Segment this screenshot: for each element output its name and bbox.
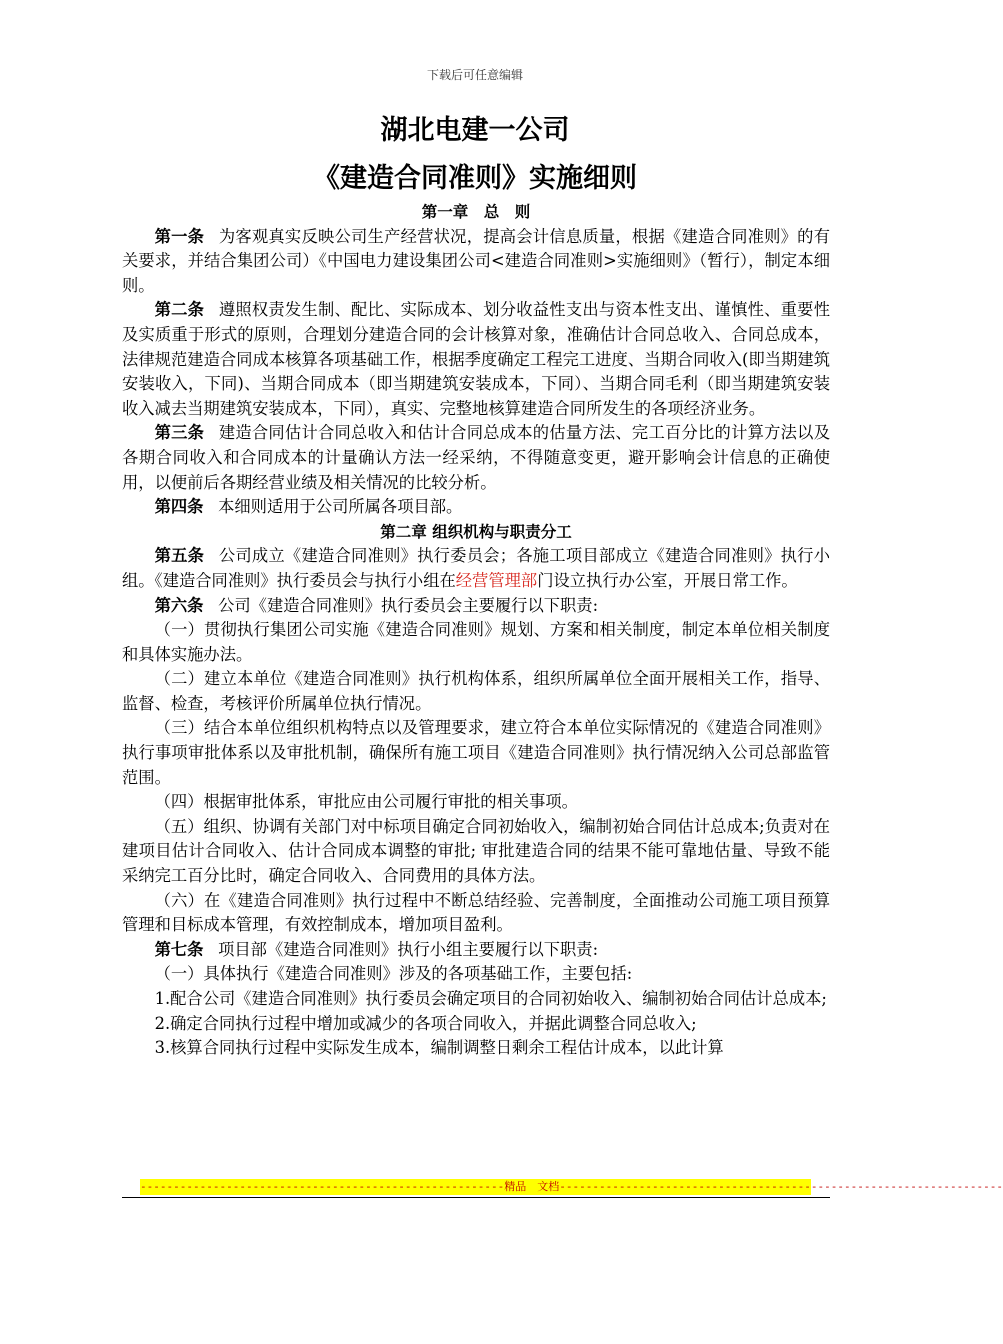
article-label: 第三条 <box>154 423 205 443</box>
footer-watermark-bar: -------------------------------------------------------精品 文档------------------------------------------------------------------- <box>140 1180 1003 1193</box>
article-text: 建造合同估计合同总收入和估计合同总成本的估量方法、完工百分比的计算方法以及各期合同收入和合同成本的计量确认方法一经采纳，不得随意变更，避开影响会计信息的正确使用，以便前后各期经营业绩及相关情况的比较分析。 <box>122 423 830 492</box>
chapter-heading-1: 第一章 总 则 <box>421 203 531 221</box>
highlighted-department: 经营管理部 <box>455 570 538 590</box>
article-text: 为客观真实反映公司生产经营状况，提高会计信息质量，根据《建造合同准则》的有关要求，并结合集团公司）《中国电力建设集团公司<建造合同准则>实施细则》（暂行），制定本细则。 <box>122 226 830 295</box>
article-label: 第四条 <box>154 497 204 517</box>
article-6 <box>122 594 830 619</box>
article-4 <box>122 495 830 520</box>
article-text: 项目部《建造合同准则》执行小组主要履行以下职责: <box>218 939 599 959</box>
duty-subitem: 3.核算合同执行过程中实际发生成本，编制调整日剩余工程估计成本，以此计算 <box>154 1038 724 1058</box>
document-subtitle: 《建造合同准则》实施细则 <box>313 163 637 194</box>
document-title: 湖北电建一公司 <box>380 115 570 146</box>
duty-item: （三）结合本单位组织机构特点以及管理要求，建立符合本单位实际情况的《建造合同准则》执行事项审批体系以及审批机制，确保所有施工项目《建造合同准则》执行情况纳入公司总部监管范围。 <box>122 718 830 787</box>
article-2 <box>122 298 830 421</box>
article-label: 第七条 <box>154 939 204 959</box>
duty-item: （二）建立本单位《建造合同准则》执行机构体系，组织所属单位全面开展相关工作，指导、监督、检查，考核评价所属单位执行情况。 <box>122 669 830 713</box>
article-7 <box>122 938 830 963</box>
article-label: 第五条 <box>154 546 205 566</box>
duty-item: （六）在《建造合同准则》执行过程中不断总结经验、完善制度，全面推动公司施工项目预算管理和目标成本管理，有效控制成本，增加项目盈利。 <box>122 890 830 935</box>
article-label: 第六条 <box>154 595 204 615</box>
article-text: 公司《建造合同准则》执行委员会主要履行以下职责: <box>218 595 599 615</box>
article-text: 本细则适用于公司所属各项目部。 <box>218 497 463 517</box>
duty-item: （一）具体执行《建造合同准则》涉及的各项基础工作，主要包括: <box>154 964 633 984</box>
article-text: 遵照权责发生制、配比、实际成本、划分收益性支出与资本性支出、谨慎性、重要性及实质重于形式的原则，合理划分建造合同的会计核算对象，准确估计合同总收入、合同总成本，法律规范建造合同成本核算各项基础工作，根据季度确定工程完工进度、当期合同收入(即当期建筑安装收入，下同)、当期合同成本（即当期建筑安装成本，下同）、当期合同毛利（即当期建筑安装收入减去当期建筑安装成本，下同），真实、完整地核算建造合同所发生的各项经济业务。 <box>122 300 830 418</box>
duty-subitem: 1.配合公司《建造合同准则》执行委员会确定项目的合同初始收入、编制初始合同估计总成本; <box>154 989 827 1008</box>
duty-item: （五）组织、协调有关部门对中标项目确定合同初始收入，编制初始合同估计总成本;负责对在建项目估计合同收入、估计合同成本调整的审批; 审批建造合同的结果不能可靠地估量、导致不能采纳完工百分比时，确定合同收入、合同费用的具体方法。 <box>122 816 830 886</box>
document-body <box>122 200 830 1061</box>
article-text: 门设立执行办公室，开展日常工作。 <box>537 570 798 590</box>
duty-item: （四）根据审批体系，审批应由公司履行审批的相关事项。 <box>154 792 578 812</box>
chapter-heading-2: 第二章 组织机构与职责分工 <box>380 522 572 541</box>
article-1 <box>122 225 830 299</box>
article-label: 第二条 <box>154 300 205 320</box>
article-label: 第一条 <box>154 226 205 246</box>
duty-subitem: 2.确定合同执行过程中增加或减少的各项合同收入，并据此调整合同总收入; <box>154 1013 697 1033</box>
duty-item: （一）贯彻执行集团公司实施《建造合同准则》规划、方案和相关制度，制定本单位相关制度和具体实施办法。 <box>122 620 830 664</box>
article-text: 公司成立《建造合同准则》执行委员会；各施工项目部成立《建造合同准则》执行小组。《建造合同准则》执行委员会与执行小组在 <box>122 546 830 590</box>
header-note: 下载后可任意编辑 <box>426 68 523 82</box>
article-3 <box>122 421 830 495</box>
article-5 <box>122 544 830 593</box>
footer-divider <box>122 1197 830 1198</box>
